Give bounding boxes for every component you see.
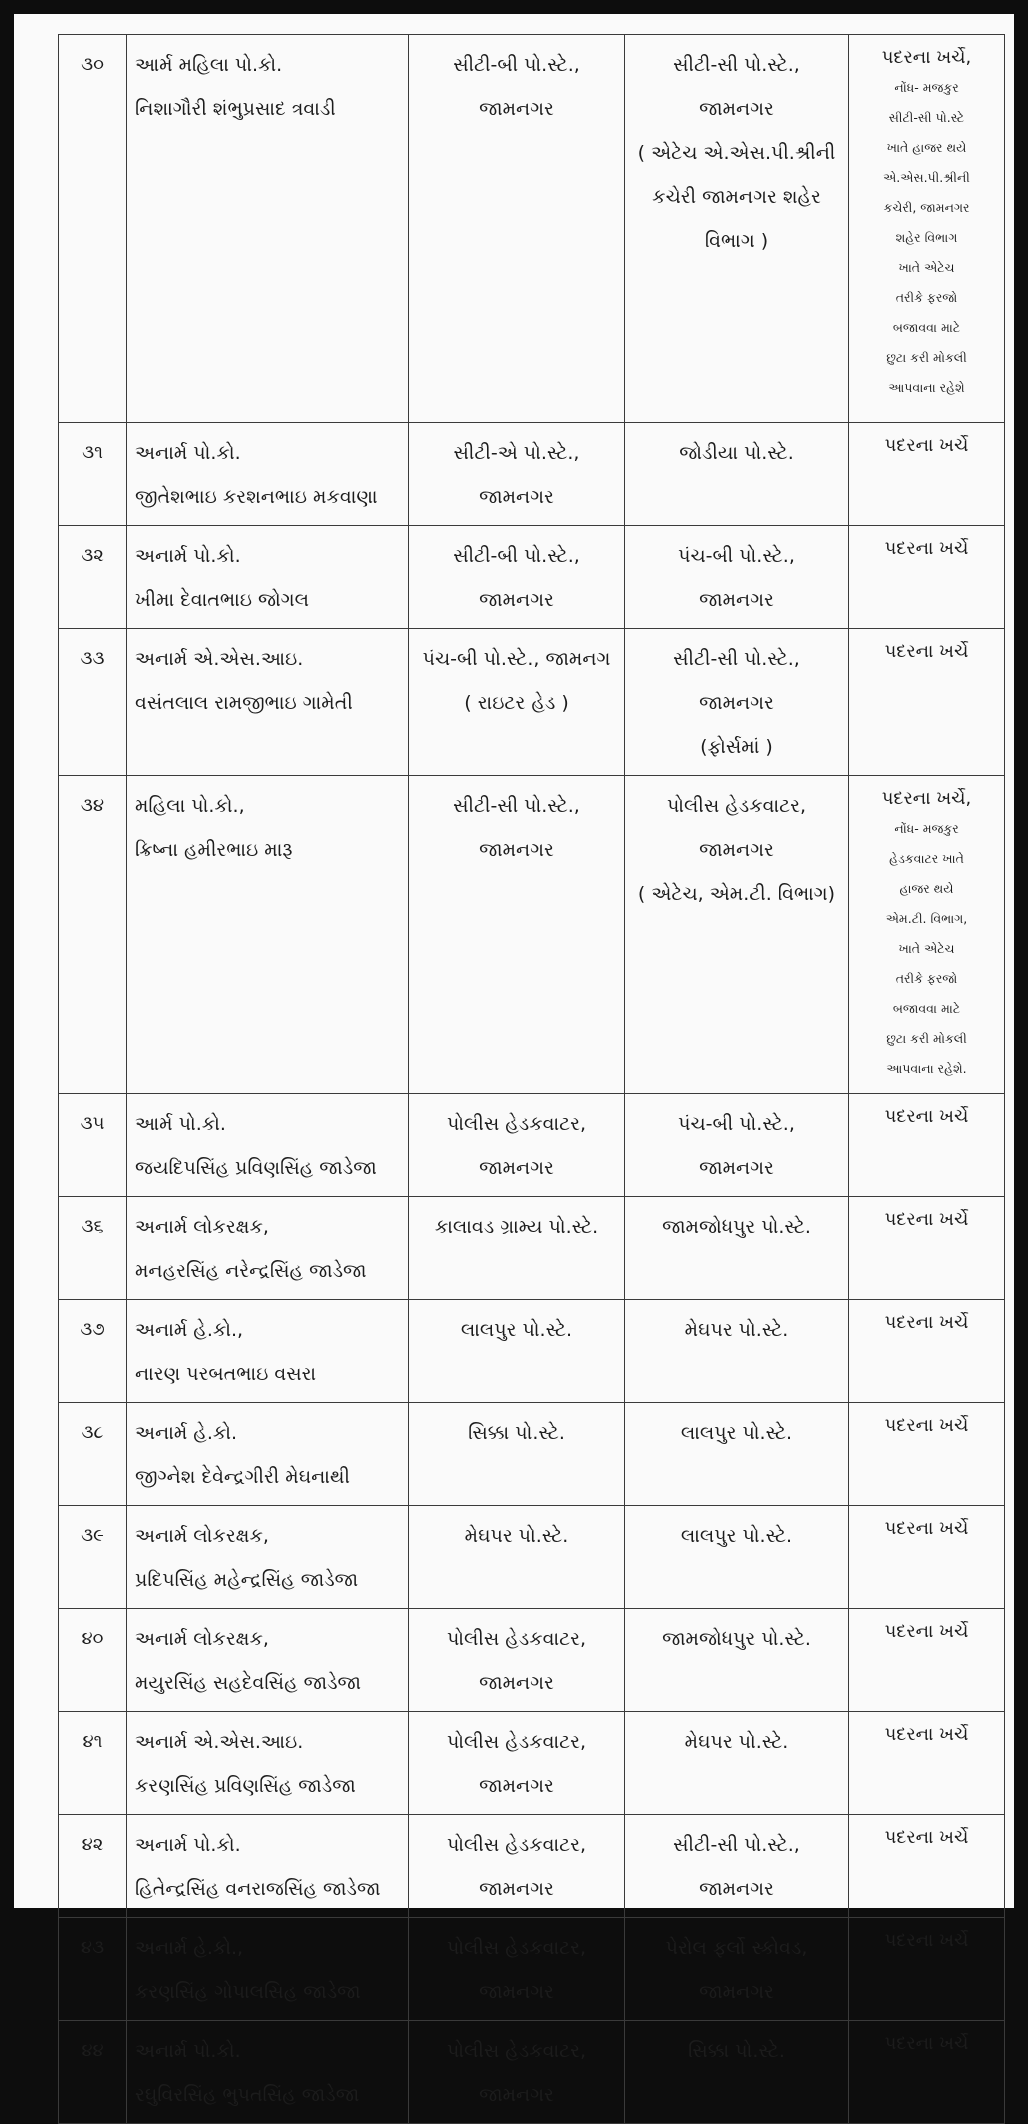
serial-number-cell (59, 1403, 127, 1506)
table-row (59, 526, 1005, 629)
employee-rank: આર્મ મહિલા પો.કો. (135, 54, 283, 76)
current-posting-line: જામનગર (479, 589, 554, 611)
expense-text: પદરના ખર્ચે (884, 1106, 969, 1127)
employee-cell (127, 1506, 409, 1609)
remark-note-line: આપવાના રહેશે (888, 380, 965, 395)
remark-note-line: નોંધ- મજકુર (894, 80, 959, 95)
new-posting-line: ( એટેચ, એમ.ટી. વિભાગ) (637, 883, 836, 905)
new-posting-line: સીટી-સી પો.સ્ટે., (673, 1834, 800, 1856)
remark-cell (849, 1609, 1005, 1712)
current-posting-cell (409, 1609, 625, 1712)
new-posting-cell (625, 1815, 849, 1918)
serial-number: ૩૯ (81, 1525, 104, 1546)
remark-note-line: તરીકે ફરજો (895, 971, 958, 986)
employee-name: મનહરસિંહ નરેન્દ્રસિંહ જાડેજા (135, 1260, 367, 1282)
remark-cell (849, 1094, 1005, 1197)
employee-name: પ્રદિપસિંહ મહેન્દ્રસિંહ જાડેજા (135, 1569, 359, 1591)
new-posting-line: વિભાગ ) (704, 230, 769, 252)
serial-number: ૩૧ (82, 442, 103, 463)
remark-note-line: કચેરી, જામનગર (883, 200, 970, 215)
remark-cell (849, 776, 1005, 1094)
current-posting-line: જામનગર (479, 1775, 554, 1797)
expense-text: પદરના ખર્ચે, (881, 788, 972, 809)
employee-rank: અનાર્મ પો.કો. (135, 442, 241, 464)
new-posting-cell (625, 1609, 849, 1712)
table-row (59, 1197, 1005, 1300)
new-posting-line: પંચ-બી પો.સ્ટે., (678, 545, 795, 567)
expense-text: પદરના ખર્ચે, (881, 47, 972, 68)
serial-number: ૩૩ (80, 648, 105, 669)
employee-name: વસંતલાલ રામજીભાઇ ગામેતી (135, 692, 353, 714)
employee-name: નારણ પરબતભાઇ વસરા (135, 1363, 317, 1385)
serial-number-cell (59, 1300, 127, 1403)
employee-cell (127, 629, 409, 776)
current-posting-line: જામનગર (479, 98, 554, 120)
serial-number-cell (59, 776, 127, 1094)
employee-name: મયુરસિંહ સહદેવસિંહ જાડેજા (135, 1672, 362, 1694)
employee-name: ક્રિષ્ના હમીરભાઇ મારૂ (135, 839, 293, 861)
current-posting-line: પોલીસ હેડકવાટર, (446, 1628, 587, 1650)
serial-number-cell (59, 35, 127, 423)
serial-number: ૪૨ (81, 1834, 104, 1855)
new-posting-line: (ફોર્સમાં ) (700, 736, 773, 758)
serial-number-cell (59, 1918, 127, 2021)
current-posting-line: લાલપુર પો.સ્ટે. (460, 1319, 573, 1341)
employee-cell (127, 1197, 409, 1300)
expense-text: પદરના ખર્ચે (884, 1621, 969, 1642)
serial-number: ૩૫ (80, 1113, 105, 1134)
remark-note-line: એમ.ટી. વિભાગ, (885, 911, 968, 926)
table-row (59, 1609, 1005, 1712)
current-posting-line: સીટી-બી પો.સ્ટે., (453, 54, 580, 76)
serial-number-cell (59, 1094, 127, 1197)
new-posting-line: જામનગર (699, 1878, 774, 1900)
expense-text: પદરના ખર્ચે (884, 1724, 969, 1745)
employee-rank: અનાર્મ લોકરક્ષક, (135, 1525, 269, 1547)
employee-cell (127, 526, 409, 629)
current-posting-cell (409, 1300, 625, 1403)
serial-number: ૪૧ (82, 1731, 103, 1752)
remark-note-line: આપવાના રહેશે. (886, 1061, 967, 1076)
employee-name: જયદિપસિંહ પ્રવિણસિંહ જાડેજા (135, 1157, 377, 1179)
table-row (59, 2021, 1005, 2124)
new-posting-cell (625, 1094, 849, 1197)
new-posting-cell (625, 1712, 849, 1815)
table-row (59, 629, 1005, 776)
current-posting-line: જામનગર (479, 486, 554, 508)
new-posting-cell (625, 1918, 849, 2021)
remark-cell (849, 1403, 1005, 1506)
serial-number: ૪૩ (80, 1937, 105, 1958)
serial-number-cell (59, 1609, 127, 1712)
remark-note-line: સીટી-સી પો.સ્ટે (888, 110, 965, 125)
remark-note-line: બજાવવા માટે (892, 320, 961, 335)
current-posting-line: પોલીસ હેડકવાટર, (446, 1834, 587, 1856)
remark-cell (849, 2021, 1005, 2124)
current-posting-line: પોલીસ હેડકવાટર, (446, 1731, 587, 1753)
current-posting-line: જામનગર (479, 839, 554, 861)
remark-cell (849, 1197, 1005, 1300)
current-posting-cell (409, 35, 625, 423)
current-posting-line: પોલીસ હેડકવાટર, (446, 2040, 587, 2062)
new-posting-line: પોલીસ હેડકવાટર, (666, 795, 807, 817)
serial-number-cell (59, 423, 127, 526)
remark-note-line: નોંધ- મજકુર (894, 821, 959, 836)
employee-name: જીતેશભાઇ કરશનભાઇ મકવાણા (135, 486, 378, 508)
current-posting-cell (409, 1506, 625, 1609)
employee-rank: અનાર્મ એ.એસ.આઇ. (135, 1731, 304, 1753)
serial-number-cell (59, 1712, 127, 1815)
transfer-table (58, 34, 1005, 2124)
employee-rank: અનાર્મ લોકરક્ષક, (135, 1628, 269, 1650)
remark-cell (849, 1815, 1005, 1918)
current-posting-line: ( રાઇટર હેડ ) (464, 692, 569, 714)
current-posting-cell (409, 526, 625, 629)
employee-cell (127, 776, 409, 1094)
employee-rank: આર્મ પો.કો. (135, 1113, 226, 1135)
employee-cell (127, 1403, 409, 1506)
new-posting-cell (625, 2021, 849, 2124)
remark-cell (849, 1506, 1005, 1609)
remark-note-line: બજાવવા માટે (892, 1001, 961, 1016)
remark-note-line: તરીકે ફરજો (895, 290, 958, 305)
new-posting-line: કચેરી જામનગર શહેર (652, 186, 821, 208)
new-posting-line: જામજોધપુર પો.સ્ટે. (662, 1216, 811, 1238)
expense-text: પદરના ખર્ચે (884, 641, 969, 662)
employee-cell (127, 1300, 409, 1403)
employee-name: નિશાગૌરી શંભુપ્રસાદ ત્રવાડી (135, 98, 336, 120)
remark-cell (849, 1300, 1005, 1403)
serial-number: ૩૭ (80, 1319, 105, 1340)
remark-note-line: છુટા કરી મોકલી (886, 350, 967, 365)
employee-rank: અનાર્મ હે.કો. (135, 1422, 238, 1444)
remark-cell (849, 526, 1005, 629)
remark-note-line: ખાતે એટેચ (898, 941, 955, 956)
serial-number-cell (59, 1506, 127, 1609)
remark-note-line: ખાતે હાજર થયે (886, 140, 967, 155)
current-posting-line: સીટી-બી પો.સ્ટે., (453, 545, 580, 567)
employee-rank: અનાર્મ હે.કો., (135, 1937, 244, 1959)
remark-cell (849, 423, 1005, 526)
employee-rank: અનાર્મ પો.કો. (135, 1834, 241, 1856)
current-posting-line: જામનગર (479, 1878, 554, 1900)
table-row (59, 1403, 1005, 1506)
employee-cell (127, 1712, 409, 1815)
expense-text: પદરના ખર્ચે (884, 1312, 969, 1333)
new-posting-line: જામનગર (699, 1981, 774, 2003)
new-posting-line: જામનગર (699, 839, 774, 861)
expense-text: પદરના ખર્ચે (884, 2033, 969, 2054)
employee-rank: અનાર્મ પો.કો. (135, 2040, 241, 2062)
current-posting-cell (409, 2021, 625, 2124)
new-posting-line: જોડીયા પો.સ્ટે. (679, 442, 794, 464)
current-posting-line: કાલાવડ ગ્રામ્ય પો.સ્ટે. (434, 1216, 599, 1238)
remark-cell (849, 1712, 1005, 1815)
serial-number: ૩૦ (81, 54, 104, 75)
current-posting-cell (409, 1094, 625, 1197)
current-posting-cell (409, 776, 625, 1094)
current-posting-cell (409, 1197, 625, 1300)
table-row (59, 423, 1005, 526)
current-posting-line: મેઘપર પો.સ્ટે. (464, 1525, 569, 1547)
remark-cell (849, 1918, 1005, 2021)
expense-text: પદરના ખર્ચે (884, 1209, 969, 1230)
remark-note-line: છુટા કરી મોકલી (886, 1031, 967, 1046)
new-posting-line: સિક્કા પો.સ્ટે. (688, 2040, 785, 2062)
transfer-table-body (59, 35, 1005, 2124)
new-posting-cell (625, 1197, 849, 1300)
employee-name: કરણસિંહ પ્રવિણસિંહ જાડેજા (135, 1775, 356, 1797)
expense-text: પદરના ખર્ચે (884, 435, 969, 456)
serial-number: ૩૬ (81, 1216, 104, 1237)
expense-text: પદરના ખર્ચે (884, 1518, 969, 1539)
current-posting-line: જામનગર (479, 2084, 554, 2106)
employee-name: જીગ્નેશ દેવેન્દ્રગીરી મેઘનાથી (135, 1466, 350, 1488)
employee-cell (127, 1609, 409, 1712)
serial-number-cell (59, 629, 127, 776)
table-row (59, 1918, 1005, 2021)
serial-number: ૩૮ (81, 1422, 104, 1443)
new-posting-line: સીટી-સી પો.સ્ટે., જામનગર (673, 648, 800, 714)
new-posting-line: લાલપુર પો.સ્ટે. (680, 1422, 793, 1444)
table-row (59, 1094, 1005, 1197)
remark-note-line: શહેર વિભાગ (895, 230, 958, 245)
employee-rank: અનાર્મ એ.એસ.આઇ. (135, 648, 304, 670)
current-posting-line: જામનગર (479, 1672, 554, 1694)
employee-rank: મહિલા પો.કો., (135, 795, 245, 817)
table-row (59, 1712, 1005, 1815)
document-page (14, 14, 1014, 2106)
new-posting-line: પેરોલ ફર્લો સ્કોવડ, (665, 1937, 808, 1959)
employee-cell (127, 1094, 409, 1197)
serial-number: ૩૨ (81, 545, 104, 566)
employee-cell (127, 423, 409, 526)
employee-name: ખીમા દેવાતભાઇ જોગલ (135, 589, 309, 611)
employee-name: કરણસિંહ ગોપાલસિહ જાડેજા (135, 1981, 361, 2003)
expense-text: પદરના ખર્ચે (884, 1930, 969, 1951)
current-posting-line: સિક્કા પો.સ્ટે. (468, 1422, 565, 1444)
new-posting-cell (625, 1506, 849, 1609)
employee-cell (127, 1918, 409, 2021)
employee-rank: અનાર્મ હે.કો., (135, 1319, 244, 1341)
current-posting-line: પોલીસ હેડકવાટર, (446, 1113, 587, 1135)
employee-cell (127, 2021, 409, 2124)
table-row (59, 776, 1005, 1094)
new-posting-line: ( એટેચ એ.એસ.પી.શ્રીની (637, 142, 836, 164)
new-posting-line: જામજોધપુર પો.સ્ટે. (662, 1628, 811, 1650)
new-posting-line: લાલપુર પો.સ્ટે. (680, 1525, 793, 1547)
expense-text: પદરના ખર્ચે (884, 1827, 969, 1848)
employee-cell (127, 1815, 409, 1918)
current-posting-cell (409, 1712, 625, 1815)
remark-cell (849, 629, 1005, 776)
remark-note-line: એ.એસ.પી.શ્રીની (883, 170, 970, 185)
new-posting-line: મેઘપર પો.સ્ટે. (684, 1731, 789, 1753)
new-posting-cell (625, 776, 849, 1094)
new-posting-line: મેઘપર પો.સ્ટે. (684, 1319, 789, 1341)
new-posting-line: સીટી-સી પો.સ્ટે., જામનગર (673, 54, 800, 120)
remark-note-line: હેડકવાટર ખાતે (889, 851, 964, 866)
serial-number-cell (59, 526, 127, 629)
current-posting-line: સીટી-એ પો.સ્ટે., (453, 442, 580, 464)
employee-rank: અનાર્મ લોકરક્ષક, (135, 1216, 269, 1238)
serial-number-cell (59, 1197, 127, 1300)
remark-note-line: હાજર થયે (899, 881, 954, 896)
new-posting-cell (625, 629, 849, 776)
table-row (59, 35, 1005, 423)
employee-name: રઘુવિરસિંહ ભુપતસિંહ જાડેજા (135, 2084, 360, 2106)
current-posting-line: સીટી-સી પો.સ્ટે., (453, 795, 580, 817)
current-posting-cell (409, 1403, 625, 1506)
current-posting-cell (409, 629, 625, 776)
table-row (59, 1815, 1005, 1918)
remark-cell (849, 35, 1005, 423)
serial-number: ૩૪ (80, 795, 105, 816)
current-posting-line: જામનગર (479, 1157, 554, 1179)
new-posting-cell (625, 423, 849, 526)
serial-number-cell (59, 2021, 127, 2124)
current-posting-cell (409, 423, 625, 526)
new-posting-line: જામનગર (699, 589, 774, 611)
new-posting-cell (625, 526, 849, 629)
serial-number: ૪૦ (81, 1628, 104, 1649)
remark-note-line: ખાતે એટેચ (898, 260, 955, 275)
table-row (59, 1300, 1005, 1403)
new-posting-line: જામનગર (699, 1157, 774, 1179)
employee-name: હિતેન્દ્રસિંહ વનરાજસિંહ જાડેજા (135, 1878, 381, 1900)
expense-text: પદરના ખર્ચે (884, 1415, 969, 1436)
employee-rank: અનાર્મ પો.કો. (135, 545, 241, 567)
new-posting-line: પંચ-બી પો.સ્ટે., (678, 1113, 795, 1135)
expense-text: પદરના ખર્ચે (884, 538, 969, 559)
current-posting-line: પંચ-બી પો.સ્ટે., જામનગ (422, 648, 611, 670)
new-posting-cell (625, 35, 849, 423)
current-posting-line: જામનગર (479, 1981, 554, 2003)
employee-cell (127, 35, 409, 423)
serial-number-cell (59, 1815, 127, 1918)
current-posting-line: પોલીસ હેડકવાટર, (446, 1937, 587, 1959)
new-posting-cell (625, 1300, 849, 1403)
serial-number: ૪૪ (81, 2040, 104, 2061)
table-row (59, 1506, 1005, 1609)
current-posting-cell (409, 1918, 625, 2021)
current-posting-cell (409, 1815, 625, 1918)
new-posting-cell (625, 1403, 849, 1506)
